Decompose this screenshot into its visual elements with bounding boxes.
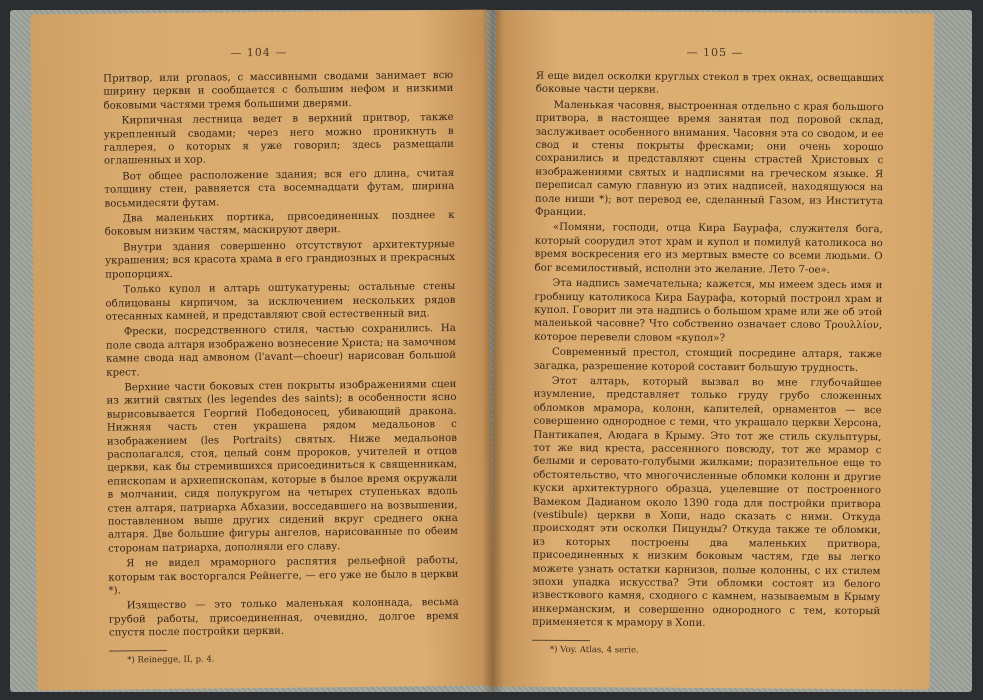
paragraph: Два маленьких портика, присоединенных позднее к боковым низким частям, маскируют двери. — [104, 210, 455, 239]
paragraph: Маленькая часовня, выстроенная отдельно с края большого притвора, в настоящее время занятая под поровой склад, заслуживает особенного внимания. Часовня эта со сводом, и ее свод и стены покрыты фресками; они очень хорошо сохранились и представляют сцены страстей Христовых с изображениями святых и надписями на греческом языке. Я переписал самую главную из этих надписей, находящуюся на поле ниши *); вот перевод ее, сделанный Газом, из Института Франции. — [534, 99, 884, 219]
footnote-rule — [109, 650, 167, 652]
paragraph: Современный престол, стоящий посредине алтаря, также загадка, разрешение которой составит большую трудность. — [533, 347, 883, 374]
paragraph: Я не видел мраморного распятия рельефной работы, которым так восторгался Рейнегге, — его уже не было в церкви *). — [108, 555, 459, 597]
page-text — [31, 69, 493, 641]
page-number: — 105 — — [686, 45, 744, 60]
paragraph: Вот общее расположение здания; вся его длина, считая толщину стен, равняется ста восемнадцати футам, ширина восьмидесяти футам. — [104, 167, 455, 210]
paragraph: Фрески, посредственного стиля, частью сохранились. На поле свода алтаря изображено вознесение Христа; на замочном камне свода над амвоном (l'avant—choeur) нарисован большой крест. — [105, 323, 457, 379]
paragraph: Притвор, или pronaos, с массивными сводами занимает всю ширину церкви и сообщается с большим нефом и низкими боковыми частями тремя большими дверями. — [103, 69, 454, 112]
paragraph: Кирпичная лестница ведет в верхний притвор, также укрепленный сводами; через него можно проникнуть в галлерея, о которых я уже говорил; здесь размещали оглашенных и хор. — [103, 112, 454, 168]
right-page — [492, 10, 935, 689]
paragraph: Внутри здания совершенно отсутствуют архитектурные украшения; вся красота храма в его грандиозных и прекрасных пропорциях. — [105, 238, 456, 281]
paragraph: Этот алтарь, который вызвал во мне глубочайшее изумление, представляет только груду грубо сложенных обломков мрамора, колонн, капителей, орнаментов — все совершенно однородное с теми, что украшало церкви Херсона, Пантикапея, Аюдага в Крыму. Это тот же стиль скульптуры, тот же вид креста, рассеянного повсюду, тот же мрамор с белыми и серовато-голубыми жилками; поразительное еще то обстоятельство, что многочисленные обломки колонн и другие куски архитектурного образца, уцелевшие от построенного Вамеком Дадианом около 1390 года для постройки притвора (vestibule) церкви в Хопи, надо сказать с ними. Откуда происходят эти осколки Пицунды? Откуда также те обломки, из которых построены два маленьких притвора, присоединенных к низким боковым частям, где вы легко можете узнать остатки карнизов, полые колонны, с их стилем эпохи упадка искусства? Эти обломки состоят из белого известкового камня, сходного с камнем, называемым в Крыму инкерманским, и совершенно однородного с тем, который применяется к мрамору в Хопи. — [532, 375, 882, 630]
left-page — [30, 10, 493, 691]
paragraph: Верхние части боковых стен покрыты изображениями сцен из житий святых (les legendes des saints); в особенности ясно вырисовывается Георгий Победоносец, убивающий дракона. Нижняя часть стен украшена рядом медальонов с изображением (les Portraits) святых. Ниже медальонов располагался, стоя, целый сонм пророков, учителей и отцов церкви, как бы стремившихся присоединиться к священникам, епископам и архиепископам, которые в былое время окружали в молчании, сидя полукругом на четырех ступеньках вдоль стен алтаря, патриарха Абхазии, восседавшего на возвышении, поставленном выше других сидений вкруг среднего окна алтаря. Две большие фигуры ангелов, нарисованные по обеим сторонам патриарха, дополняли его славу. — [106, 378, 458, 555]
paragraph: Изящество — это только маленькая колоннада, весьма грубой работы, присоединенная, очевидно, долгое время спустя после постройки церкви. — [108, 597, 459, 639]
paragraph: Я еще видел осколки круглых стекол в трех окнах, освещавших боковые части церкви. — [535, 70, 884, 97]
footnote: *) Reinegge, II, p. 4. — [127, 654, 215, 666]
paragraph: «Помяни, господи, отца Кира Баурафа, служителя бога, который соорудил этот храм и купол и помилуй католикоса во время воскресения его из мертвых вместе со всеми людьми. О бог всемилостивый, исполни это желание. Лето 7-ое». — [534, 222, 883, 276]
paragraph: Только купол и алтарь оштукатурены; остальные стены облицованы кирпичом, за исключением нескольких рядов отесанных камней, и представляют свой естественный вид. — [105, 281, 456, 323]
paragraph: Эта надпись замечательна; кажется, мы имеем здесь имя и гробницу католикоса Кира Баурафа, который построил храм и купол. Говорит ли эта надпись о большом храме или же об этой маленькой часовне? Что собственно означает слово Τρουλλίον, которое перевели словом «купол»? — [534, 277, 883, 344]
page-number: — 104 — — [230, 45, 288, 60]
footnote-rule — [532, 639, 590, 640]
footnote: *) Voy. Atlas, 4 serie. — [549, 644, 639, 656]
page-text — [492, 69, 934, 632]
